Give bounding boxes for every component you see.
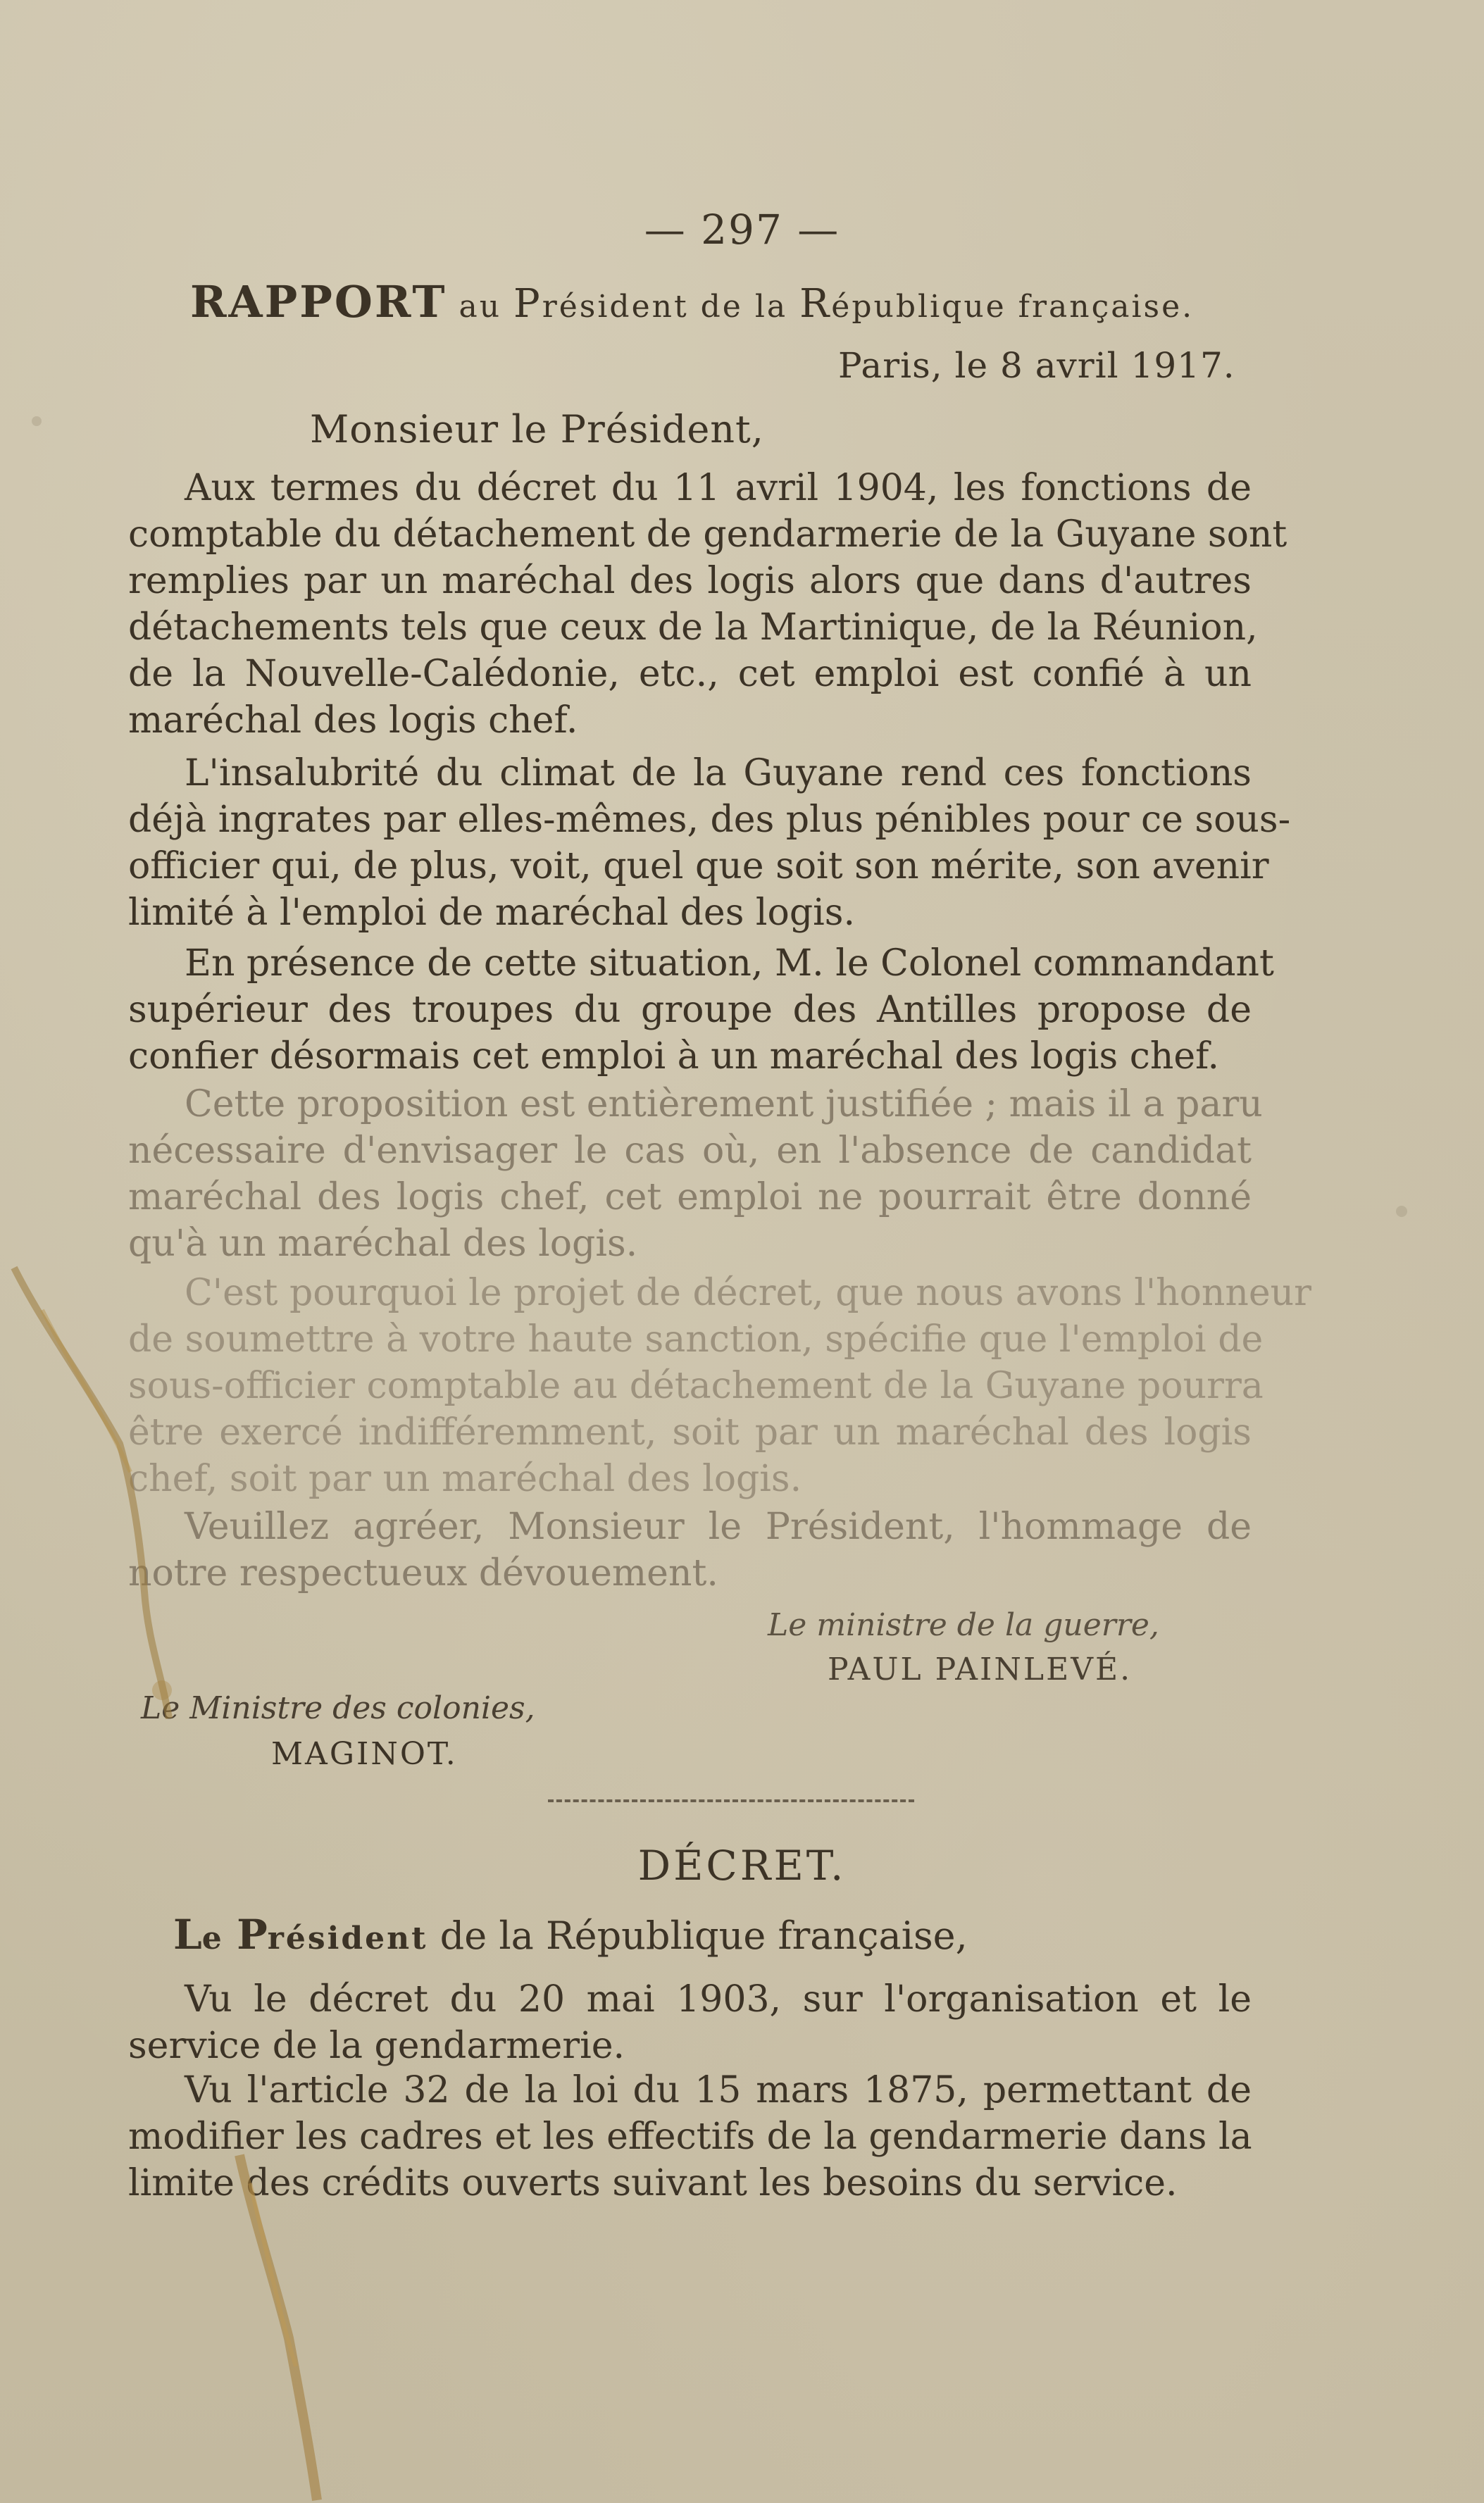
decree-intro-rest: de la République française, xyxy=(428,1914,968,1958)
paragraph-line: sous-officier comptable au détachement de la Guyane pourra xyxy=(128,1365,1264,1407)
paragraph-line: modifier les cadres et les effectifs de la gendarmerie dans la xyxy=(128,2116,1252,2158)
paragraph-line: comptable du détachement de gendarmerie de la Guyane sont xyxy=(128,513,1287,556)
paragraph-4 xyxy=(128,1081,1263,1267)
paragraph-line: maréchal des logis chef. xyxy=(128,699,578,742)
paragraph-5 xyxy=(128,1270,1312,1502)
colonies-minister-name: MAGINOT. xyxy=(271,1736,458,1772)
report-title-president: résident xyxy=(542,289,689,325)
war-minister-name: PAUL PAINLEVÉ. xyxy=(828,1652,1133,1687)
report-title-p: P xyxy=(513,281,542,327)
decree-intro-l: L xyxy=(173,1911,202,1959)
decree-intro-p: P xyxy=(237,1911,268,1959)
report-title-republique: épublique française. xyxy=(831,289,1195,325)
paragraph-line: Aux termes du décret du 11 avril 1904, les fonctions de xyxy=(185,467,1252,509)
paragraph-line: officier qui, de plus, voit, quel que soit son mérite, son avenir xyxy=(128,845,1269,887)
paragraph-line: L'insalubrité du climat de la Guyane rend ces fonctions xyxy=(185,752,1252,794)
report-title-word: APPORT xyxy=(228,276,447,327)
paragraph-line: remplies par un maréchal des logis alors que dans d'autres xyxy=(128,560,1252,602)
paragraph-line: C'est pourquoi le projet de décret, que nous avons l'honneur xyxy=(185,1272,1312,1314)
page-number: — 297 — xyxy=(644,206,840,254)
paragraph-2 xyxy=(128,750,1291,936)
paragraph-line: service de la gendarmerie. xyxy=(128,2025,625,2067)
decree-intro-president: résident xyxy=(267,1921,428,1956)
paragraph-line: Veuillez agréer, Monsieur le Président, l'hommage de xyxy=(185,1506,1252,1548)
paragraph-line: En présence de cette situation, M. le Colonel commandant xyxy=(185,942,1274,985)
paragraph-line: limite des crédits ouverts suivant les besoins du service. xyxy=(128,2162,1178,2204)
paragraph-line: notre respectueux dévouement. xyxy=(128,1552,718,1594)
paragraph-line: confier désormais cet emploi à un maréchal des logis chef. xyxy=(128,1035,1220,1078)
paragraph-1 xyxy=(128,465,1287,744)
report-title-de-la: de la xyxy=(688,289,800,325)
report-title-au: au xyxy=(447,289,514,325)
paragraph-line: Cette proposition est entièrement justifiée ; mais il a paru xyxy=(185,1083,1263,1125)
decree-paragraph-2 xyxy=(128,2067,1252,2206)
paragraph-line: détachements tels que ceux de la Martinique, de la Réunion, xyxy=(128,606,1258,649)
section-divider xyxy=(548,1799,914,1802)
salutation: Monsieur le Président, xyxy=(310,407,764,451)
paragraph-line: supérieur des troupes du groupe des Antilles propose de xyxy=(128,989,1252,1031)
report-title-r2: R xyxy=(799,281,832,327)
paragraph-line: de la Nouvelle-Calédonie, etc., cet emploi est confié à un xyxy=(128,653,1252,695)
report-title-initial: R xyxy=(190,276,229,327)
paragraph-line: limité à l'emploi de maréchal des logis. xyxy=(128,892,855,934)
paragraph-line: Vu l'article 32 de la loi du 15 mars 1875, permettant de xyxy=(185,2069,1252,2111)
decree-intro-e: e xyxy=(201,1921,237,1956)
paragraph-line: déjà ingrates par elles-mêmes, des plus pénibles pour ce sous- xyxy=(128,799,1291,841)
paragraph-line: être exercé indifféremment, soit par un maréchal des logis xyxy=(128,1411,1252,1454)
paragraph-6 xyxy=(128,1504,1252,1597)
paragraph-line: maréchal des logis chef, cet emploi ne pourrait être donné xyxy=(128,1176,1252,1218)
paragraph-line: nécessaire d'envisager le cas où, en l'absence de candidat xyxy=(128,1130,1252,1172)
decree-intro xyxy=(173,1911,968,1959)
paragraph-line: de soumettre à votre haute sanction, spécifie que l'emploi de xyxy=(128,1318,1264,1361)
paragraph-line: chef, soit par un maréchal des logis. xyxy=(128,1458,802,1500)
report-title xyxy=(190,276,1194,327)
dateline: Paris, le 8 avril 1917. xyxy=(838,345,1235,386)
colonies-minister-title: Le Ministre des colonies, xyxy=(141,1690,535,1726)
war-minister-title: Le ministre de la guerre, xyxy=(768,1607,1159,1643)
paragraph-line: Vu le décret du 20 mai 1903, sur l'organisation et le xyxy=(185,1978,1252,2021)
paragraph-line: qu'à un maréchal des logis. xyxy=(128,1223,638,1265)
decree-heading: DÉCRET. xyxy=(637,1842,847,1890)
decree-paragraph-1 xyxy=(128,1976,1252,2069)
paragraph-3 xyxy=(128,940,1274,1080)
